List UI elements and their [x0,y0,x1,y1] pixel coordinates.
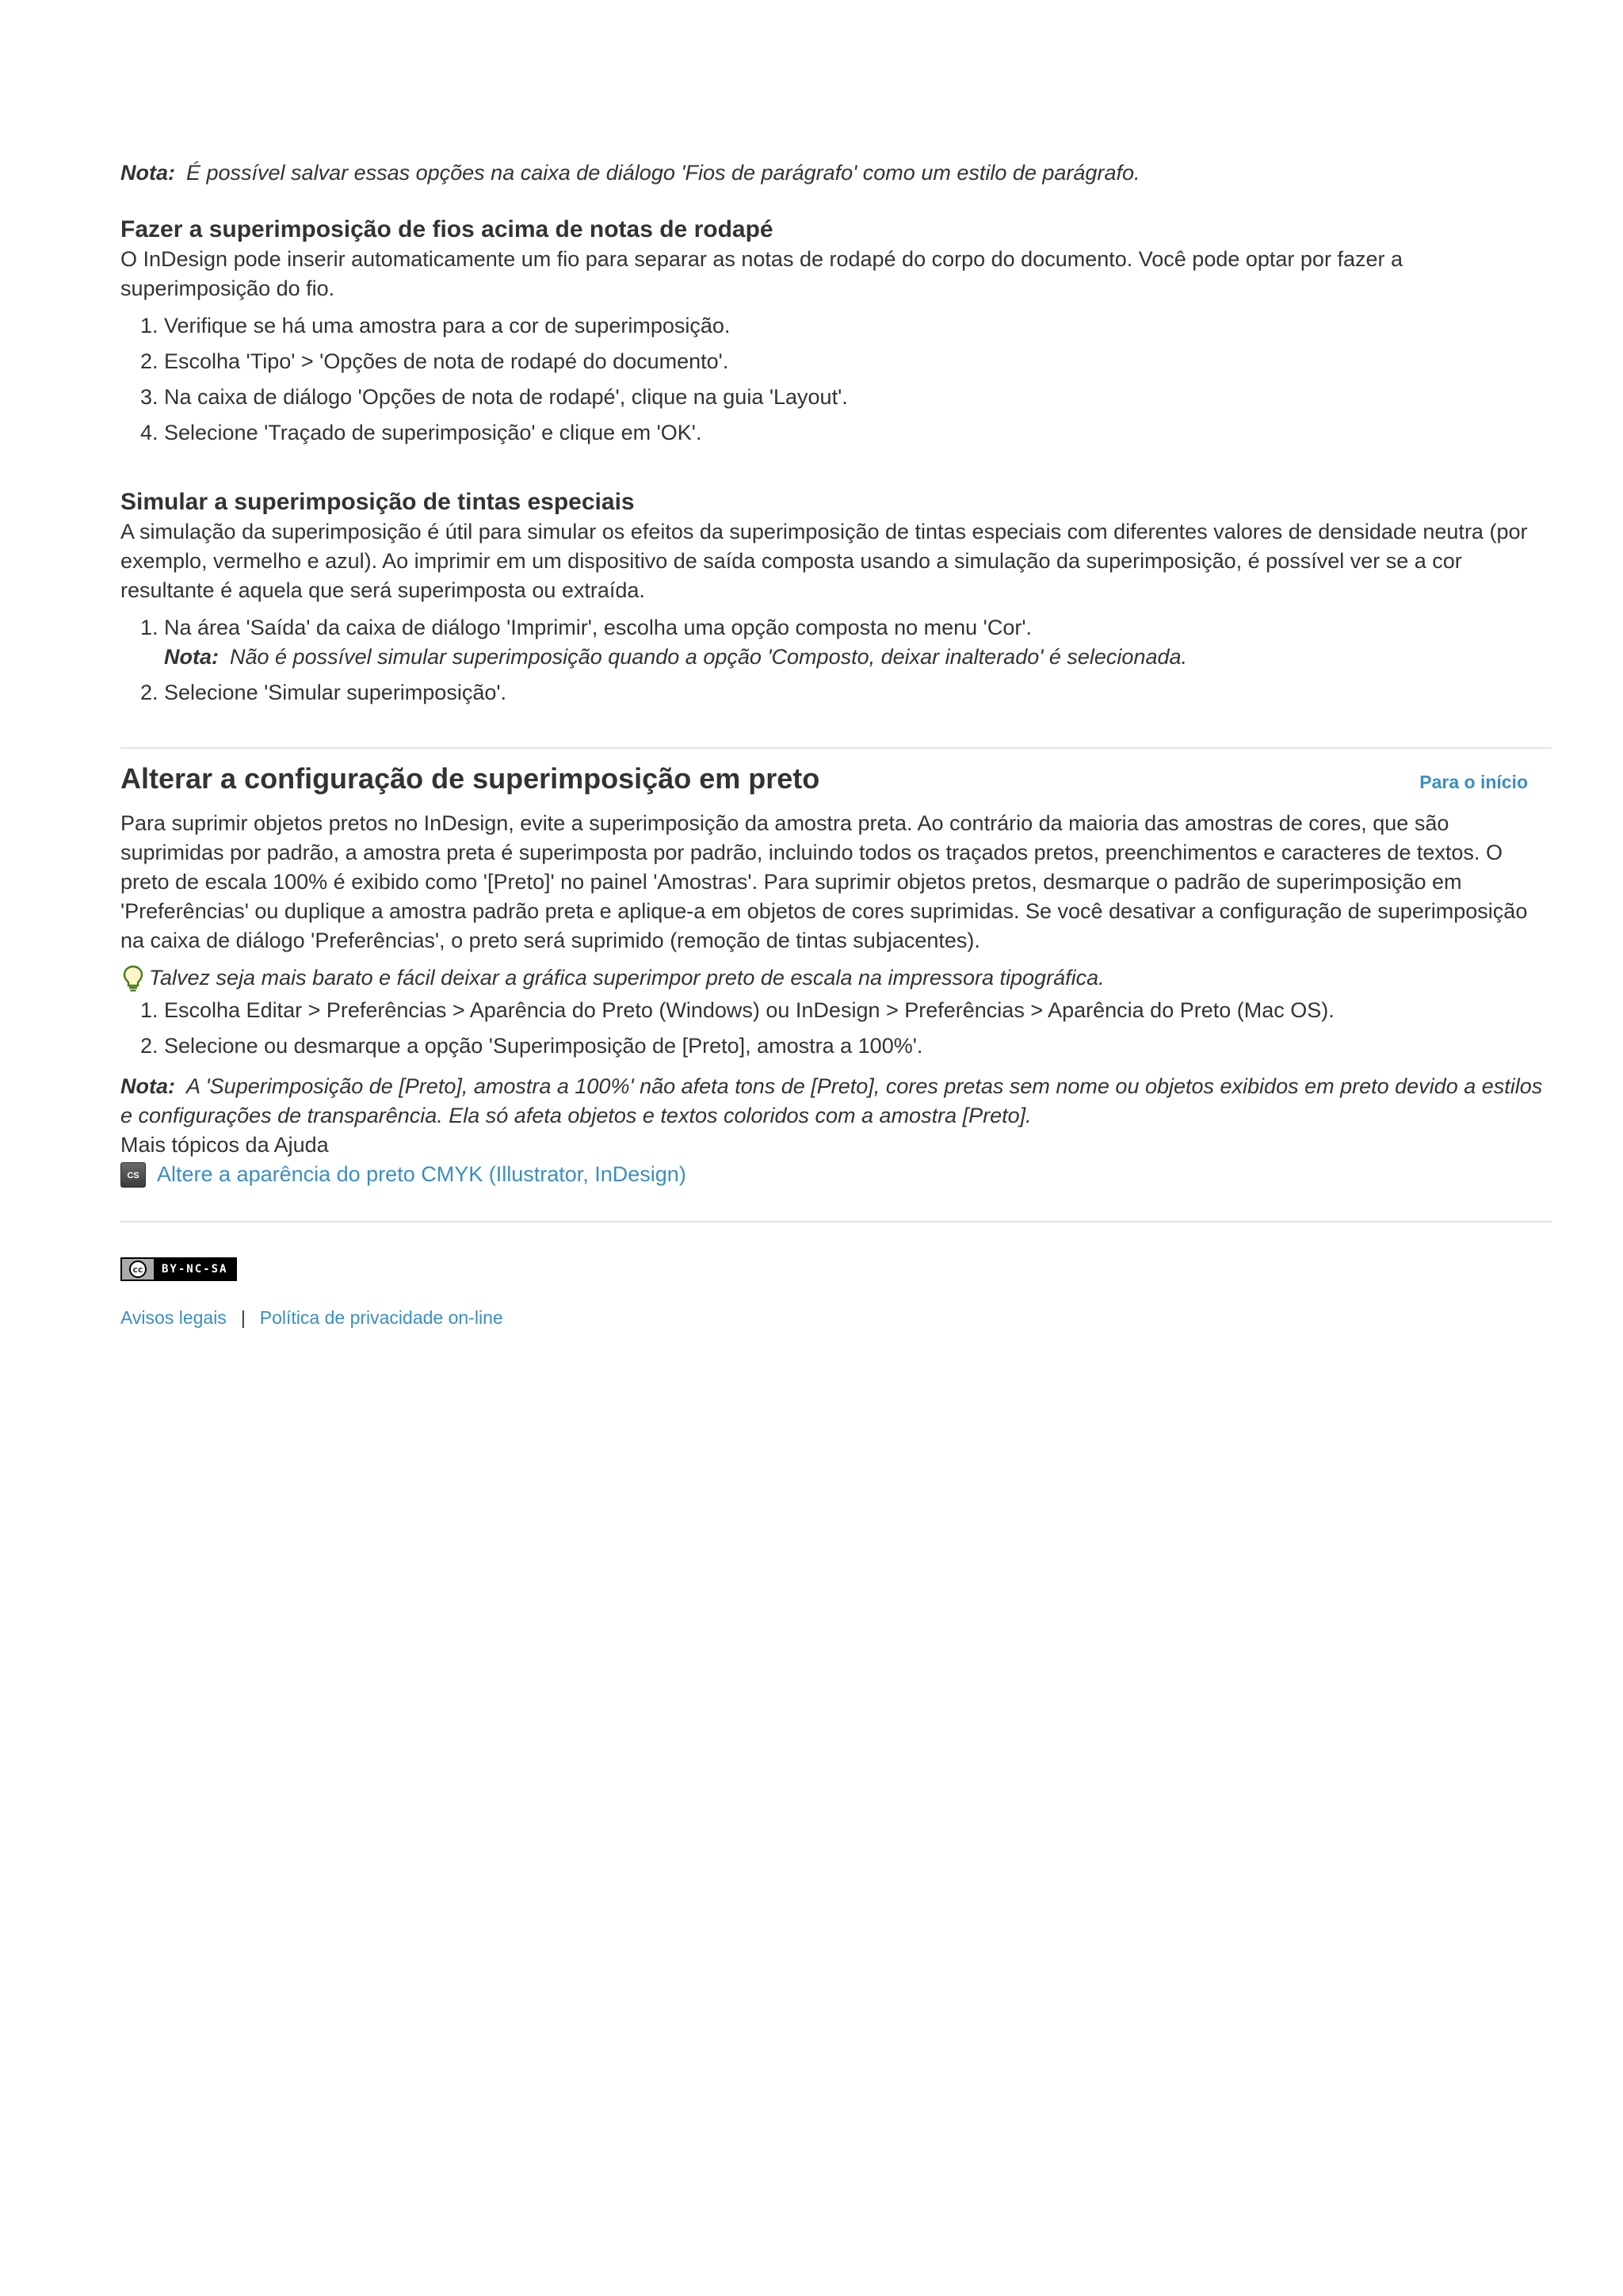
footer-separator: | [240,1307,246,1328]
section-header-black [120,761,1552,796]
document-content [120,158,1552,1333]
lightbulb-icon [120,964,146,993]
steps-list-footnotes [120,311,1552,448]
help-link-row [120,1160,1552,1189]
note-label: Nota: [164,645,219,669]
note-label: Nota: [120,1074,175,1098]
step-note [164,643,1552,672]
list-item: 1. Verifique se há uma amostra para a cor de superimposição. [164,311,1552,341]
section-intro-simulate: A simulação da superimposição é útil para simular os efeitos da superimposição de tintas especiais com diferentes valores de densidade neutra (por exemplo, vermelho e azul). Ao imprimir em um dispositivo de saída composta usando a simulação da superimposição, é possível ver se a cor resultante é aquela que será superimposta ou extraída. [120,520,1528,602]
note-paragraph-styles [120,158,1552,188]
help-topics-title: Mais tópicos da Ajuda [120,1133,329,1157]
steps-list-simulate [120,613,1552,707]
section-intro-footnotes: O InDesign pode inserir automaticamente um fio para separar as notas de rodapé do corpo do documento. Você pode optar por fazer a superimposição do fio. [120,247,1403,300]
cc-license-badge[interactable] [120,1257,237,1281]
list-item: 1. Escolha Editar > Preferências > Aparência do Preto (Windows) ou InDesign > Preferências > Aparência do Preto (Mac OS). [164,996,1552,1025]
cs-icon: CS [120,1162,146,1188]
list-item: 3. Na caixa de diálogo 'Opções de nota de rodapé', clique na guia 'Layout'. [164,383,1552,412]
tip-paragraph [120,963,1552,993]
cc-symbol: cc [129,1261,147,1278]
section-title-simulate: Simular a superimposição de tintas especiais [120,489,635,515]
note-text: É possível salvar essas opções na caixa de diálogo 'Fios de parágrafo' como um estilo de parágrafo. [186,161,1140,185]
note-black-overprint [120,1072,1552,1131]
list-item [164,613,1552,672]
step-text: Na área 'Saída' da caixa de diálogo 'Imprimir', escolha uma opção composta no menu 'Cor'. [164,616,1033,639]
section-title-footnotes: Fazer a superimposição de fios acima de notas de rodapé [120,216,773,242]
help-link-cmyk-black[interactable]: Altere a aparência do preto CMYK (Illustrator, InDesign) [157,1162,686,1186]
list-item: 2. Selecione ou desmarque a opção 'Superimposição de [Preto], amostra a 100%'. [164,1032,1552,1061]
back-to-top-link[interactable]: Para o início [1419,772,1528,792]
note-label: Nota: [120,161,175,185]
section-title-black: Alterar a configuração de superimposição em preto [120,762,820,795]
privacy-policy-link[interactable]: Política de privacidade on-line [259,1307,503,1328]
list-item: 4. Selecione 'Traçado de superimposição' e clique em 'OK'. [164,418,1552,448]
legal-notices-link[interactable]: Avisos legais [120,1307,227,1328]
note-text: Não é possível simular superimposição quando a opção 'Composto, deixar inalterado' é selecionada. [230,645,1188,669]
tip-text: Talvez seja mais barato e fácil deixar a gráfica superimpor preto de escala na impressora tipográfica. [149,966,1105,990]
cc-logo-icon [122,1259,154,1280]
footer-links [120,1303,1552,1333]
section-intro-black: Para suprimir objetos pretos no InDesign, evite a superimposição da amostra preta. Ao contrário da maioria das amostras de cores, que são suprimidas por padrão, a amostra preta é superimposta por padrão, incluindo todos os traçados pretos, preenchimentos e caracteres de textos. O preto de escala 100% é exibido como '[Preto]' no painel 'Amostras'. Para suprimir objetos pretos, desmarque o padrão de superimposição em 'Preferências' ou duplique a amostra padrão preta e aplique-a em objetos de cores suprimidas. Se você desativar a configuração de superimposição na caixa de diálogo 'Preferências', o preto será suprimido (remoção de tintas subjacentes). [120,811,1528,952]
list-item: 2. Selecione 'Simular superimposição'. [164,678,1552,707]
cc-badge-text: BY-NC-SA [154,1259,235,1280]
note-text: A 'Superimposição de [Preto], amostra a 100%' não afeta tons de [Preto], cores pretas sem nome ou objetos exibidos em preto devido a estilos e configurações de transparência. Ela só afeta objetos e textos coloridos com a amostra [Preto]. [120,1074,1543,1127]
steps-list-black [120,996,1552,1061]
list-item: 2. Escolha 'Tipo' > 'Opções de nota de rodapé do documento'. [164,347,1552,376]
